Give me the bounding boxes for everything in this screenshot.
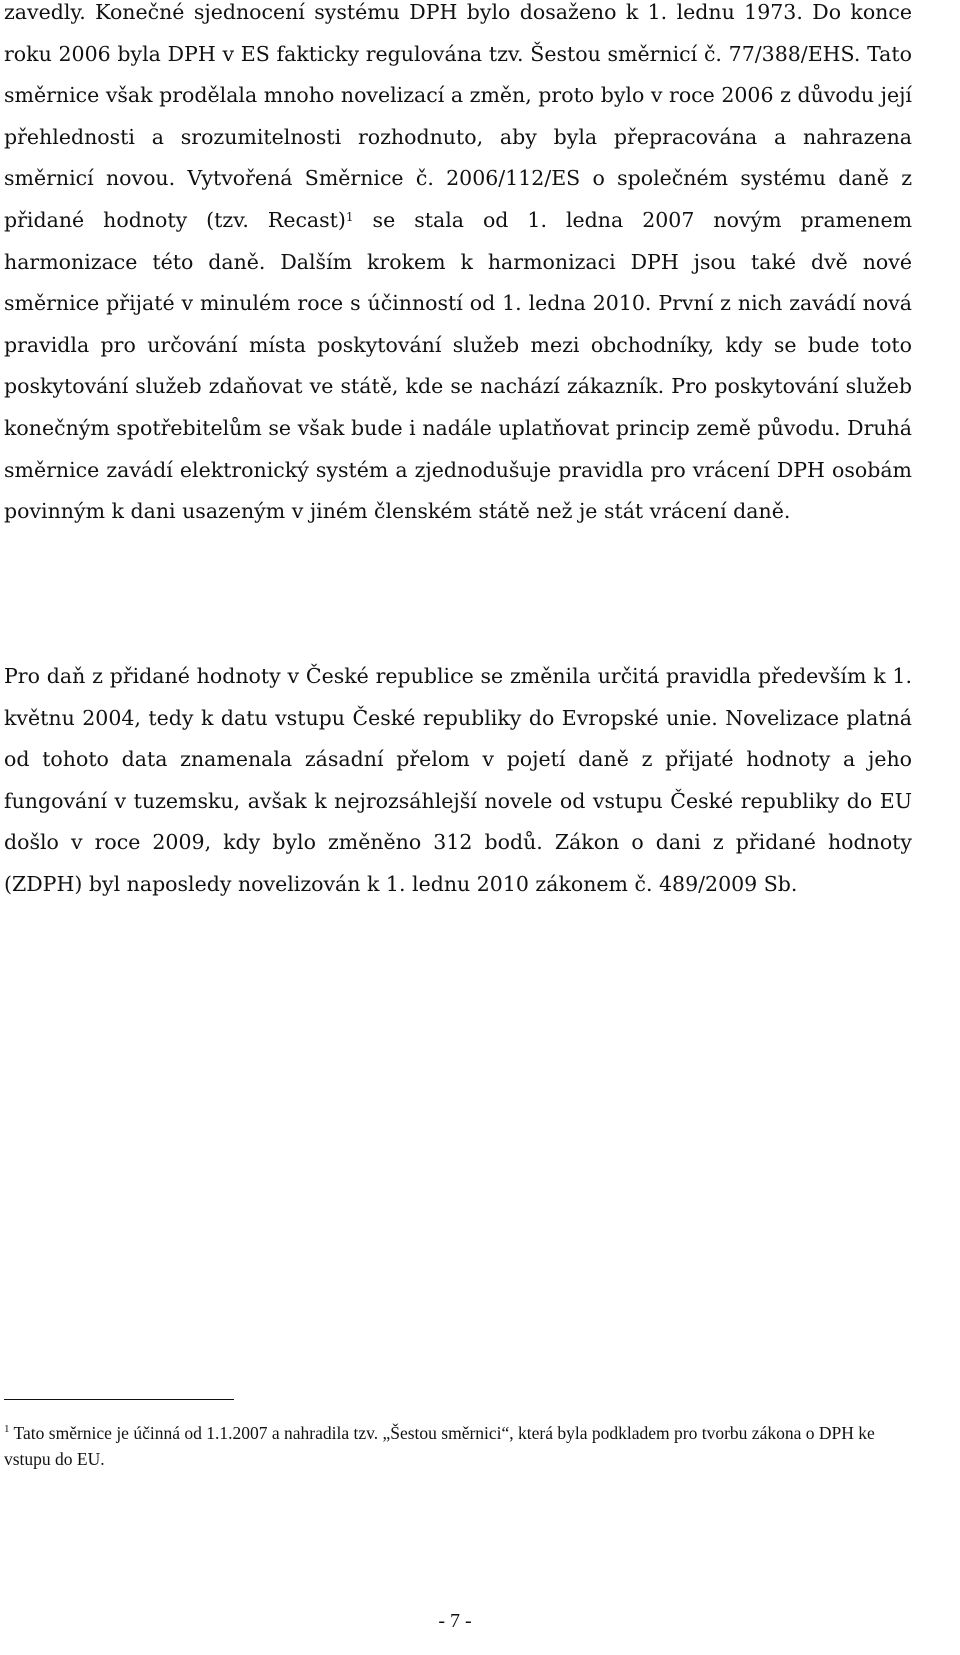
footnote-mark: 1 <box>4 1423 10 1435</box>
footnote-divider <box>4 1399 234 1400</box>
page-number: - 7 - <box>438 1610 472 1632</box>
paragraph-1-text-a: zavedly. Konečné sjednocení systému DPH bylo dosaženo k 1. lednu 1973. Do konce roku 2006 byla DPH v ES fakticky regulována tzv. Šestou směrnicí č. 77/388/EHS. Tato směrnice však prodělala mnoho novelizací a změn, proto bylo v roce 2006 z důvodu její přehlednosti a srozumitelnosti rozhodnuto, aby byla přepracována a nahrazena směrnicí novou. Vytvořená Směrnice č. 2006/112/ES o společném systému daně z přidané hodnoty (tzv. Recast) <box>4 0 912 232</box>
footnote <box>4 1420 904 1472</box>
body-paragraph-2: Pro daň z přidané hodnoty v České republice se změnila určitá pravidla především k 1. květnu 2004, tedy k datu vstupu České republiky do Evropské unie. Novelizace platná od tohoto data znamenala zásadní přelom v pojetí daně z přijaté hodnoty a jeho fungování v tuzemsku, avšak k nejrozsáhlejší novele od vstupu České republiky do EU došlo v roce 2009, kdy bylo změněno 312 bodů. Zákon o dani z přidané hodnoty (ZDPH) byl naposledy novelizován k 1. lednu 2010 zákonem č. 489/2009 Sb. <box>4 664 912 896</box>
footnote-reference-mark[interactable]: 1 <box>345 209 354 224</box>
footnote-text: Tato směrnice je účinná od 1.1.2007 a nahradila tzv. „Šestou směrnici“, která byla podkladem pro tvorbu zákona o DPH ke vstupu do EU. <box>4 1423 875 1469</box>
body-paragraph-1 <box>4 0 912 533</box>
paragraph-1-text-b: se stala od 1. ledna 2007 novým pramenem harmonizace této daně. Dalším krokem k harmonizaci DPH jsou také dvě nové směrnice přijaté v minulém roce s účinností od 1. ledna 2010. První z nich zavádí nová pravidla pro určování místa poskytování služeb mezi obchodníky, kdy se bude toto poskytování služeb zdaňovat ve státě, kde se nachází zákazník. Pro poskytování služeb konečným spotřebitelům se však bude i nadále uplatňovat princip země původu. Druhá směrnice zavádí elektronický systém a zjednodušuje pravidla pro vrácení DPH osobám povinným k dani usazeným v jiném členském státě než je stát vrácení daně. <box>4 207 913 524</box>
